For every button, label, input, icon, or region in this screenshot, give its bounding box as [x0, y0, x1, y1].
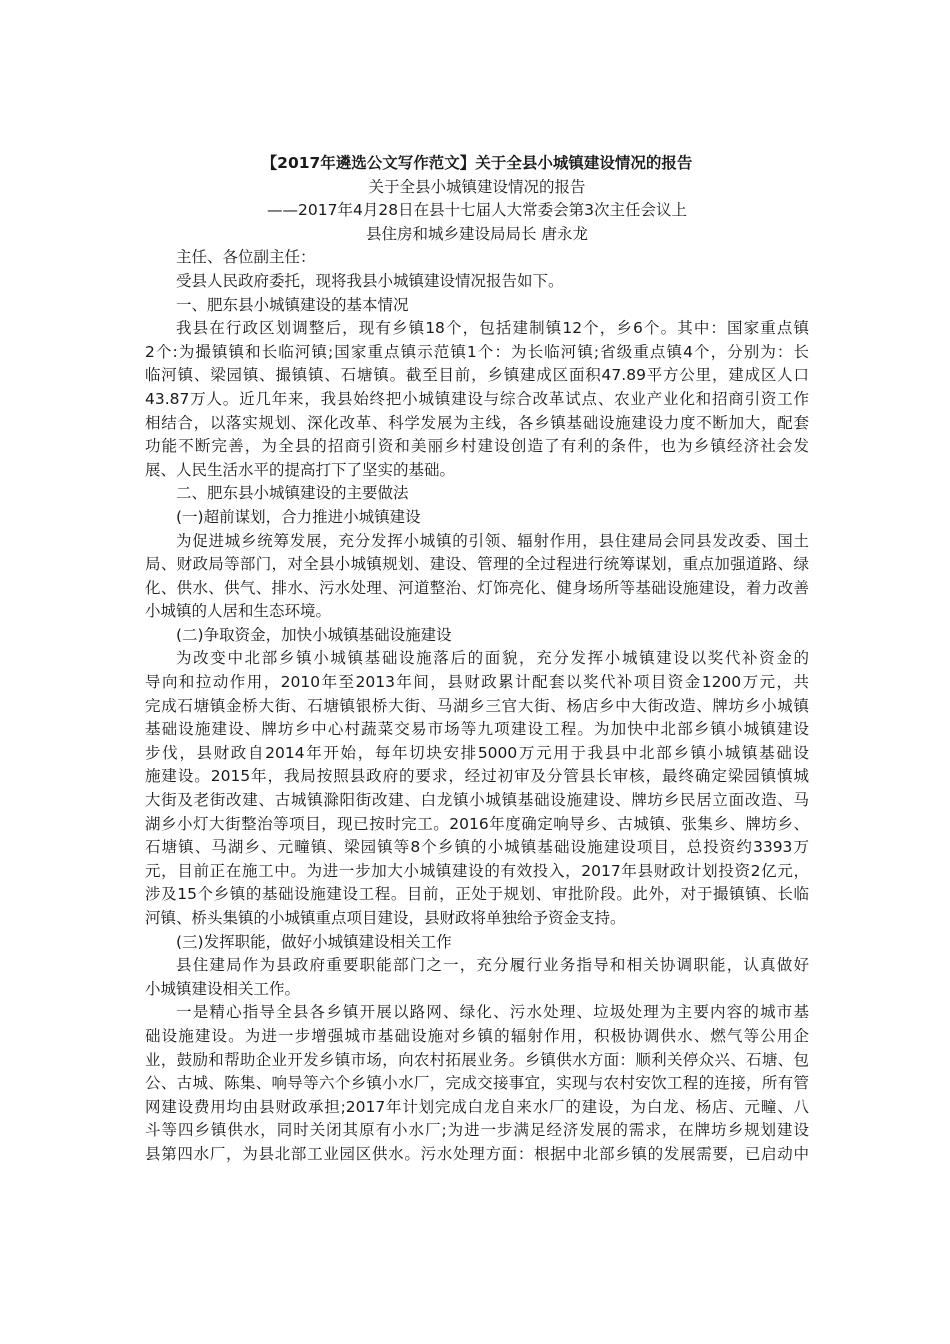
paragraph-line: 步伐，县财政自2014年开始，每年切块安排5000万元用于我县中北部乡镇小城镇基础设: [145, 743, 809, 762]
paragraph-line: 县第四水厂，为县北部工业园区供水。污水处理方面：根据中北部乡镇的发展需要，已启动中: [145, 1144, 809, 1163]
subsection-heading: (二)争取资金，加快小城镇基础设施建设: [176, 625, 452, 644]
report-subtitle: 关于全县小城镇建设情况的报告: [368, 177, 586, 196]
paragraph-line: 相结合，以落实规划、深化改革、科学发展为主线，各乡镇基础设施建设力度不断加大，配套: [145, 413, 809, 432]
paragraph-line: 湖乡小灯大街整治等项目，现已按时完工。2016年度确定响导乡、古城镇、张集乡、牌坊乡、: [145, 814, 809, 833]
paragraph-line: 我县在行政区划调整后，现有乡镇18个，包括建制镇12个，乡6个。其中：国家重点镇: [176, 319, 809, 338]
paragraph-line: 石塘镇、马湖乡、元疃镇、梁园镇等8个乡镇的小城镇基础设施建设项目，总投资约3393万: [145, 838, 809, 857]
paragraph-line: 2个:为撮镇镇和长临河镇;国家重点镇示范镇1个：为长临河镇;省级重点镇4个，分别为：长: [145, 342, 809, 361]
paragraph-line: 涉及15个乡镇的基础设施建设工程。目前，正处于规划、审批阶段。此外，对于撮镇镇、长临: [145, 885, 809, 904]
paragraph-line: 功能不断完善，为全县的招商引资和美丽乡村建设创造了有利的条件，也为乡镇经济社会发: [145, 437, 809, 456]
meeting-line: ——2017年4月28日在县十七届人大常委会第3次主任会议上: [267, 201, 687, 220]
subsection-heading: (一)超前谋划，合力推进小城镇建设: [176, 507, 421, 526]
paragraph-line: 小城镇的人居和生态环境。: [145, 602, 332, 621]
paragraph-line: 临河镇、梁园镇、撮镇镇、石塘镇。截至目前，乡镇建成区面积47.89平方公里，建成区人口: [145, 366, 809, 385]
paragraph-line: 化、供水、供气、排水、污水处理、河道整治、灯饰亮化、健身场所等基础设施建设，着力改善: [145, 578, 809, 597]
document-title: 【2017年遴选公文写作范文】关于全县小城镇建设情况的报告: [261, 154, 693, 172]
paragraph-line: 为促进城乡统筹发展，充分发挥小城镇的引领、辐射作用，县住建局会同县发改委、国土: [176, 531, 809, 550]
salutation: 主任、各位副主任：: [176, 248, 316, 267]
document-page: [145, 152, 809, 1167]
paragraph-line: 公、古城、陈集、响导等六个乡镇小水厂，完成交接事宜，实现与农村安饮工程的连接，所有管: [145, 1074, 809, 1093]
paragraph-line: 大街及老街改建、古城镇滁阳街改建、白龙镇小城镇基础设施建设、牌坊乡民居立面改造、马: [145, 791, 809, 810]
paragraph-line: 一是精心指导全县各乡镇开展以路网、绿化、污水处理、垃圾处理为主要内容的城市基: [176, 1003, 809, 1022]
paragraph-line: 础设施建设。为进一步增强城市基础设施对乡镇的辐射作用，积极协调供水、燃气等公用企: [145, 1026, 809, 1045]
paragraph-line: 元，目前正在施工中。为进一步加大小城镇建设的有效投入，2017年县财政计划投资2亿元，: [145, 861, 809, 880]
paragraph-line: 受县人民政府委托，现将我县小城镇建设情况报告如下。: [176, 271, 564, 290]
section-heading: 一、肥东县小城镇建设的基本情况: [176, 295, 409, 314]
paragraph-line: 为改变中北部乡镇小城镇基础设施落后的面貌，充分发挥小城镇建设以奖代补资金的: [176, 649, 809, 668]
paragraph-line: 业，鼓励和帮助企业开发乡镇市场，向农村拓展业务。乡镇供水方面：顺利关停众兴、石塘、包: [145, 1050, 809, 1069]
paragraph-line: 县住建局作为县政府重要职能部门之一，充分履行业务指导和相关协调职能，认真做好: [176, 956, 809, 975]
paragraph-line: 斗等四乡镇供水，同时关闭其原有小水厂;为进一步满足经济发展的需求，在牌坊乡规划建设: [145, 1121, 809, 1140]
paragraph-line: 完成石塘镇金桥大街、石塘镇银桥大街、马湖乡三官大街、杨店乡中大街改造、牌坊乡小城镇: [145, 696, 809, 715]
paragraph-line: 网建设费用均由县财政承担;2017年计划完成白龙自来水厂的建设，为白龙、杨店、元疃、八: [145, 1097, 809, 1116]
paragraph-line: 导向和拉动作用，2010年至2013年间，县财政累计配套以奖代补项目资金1200万元，共: [145, 673, 809, 692]
paragraph-line: 施建设。2015年，我局按照县政府的要求，经过初审及分管县长审核，最终确定梁园镇慎城: [145, 767, 809, 786]
paragraph-line: 43.87万人。近几年来，我县始终把小城镇建设与综合改革试点、农业产业化和招商引资工作: [145, 389, 809, 408]
subsection-heading: (三)发挥职能，做好小城镇建设相关工作: [176, 932, 452, 951]
paragraph-line: 基础设施建设、牌坊乡中心村蔬菜交易市场等九项建设工程。为加快中北部乡镇小城镇建设: [145, 720, 809, 739]
speaker-line: 县住房和城乡建设局局长 唐永龙: [366, 224, 588, 243]
paragraph-line: 小城镇建设相关工作。: [145, 979, 301, 998]
paragraph-line: 展、人民生活水平的提高打下了坚实的基础。: [145, 460, 456, 479]
paragraph-line: 河镇、桥头集镇的小城镇重点项目建设，县财政将单独给予资金支持。: [145, 909, 626, 927]
paragraph-line: 局、财政局等部门，对全县小城镇规划、建设、管理的全过程进行统筹谋划，重点加强道路、绿: [145, 555, 809, 574]
section-heading: 二、肥东县小城镇建设的主要做法: [176, 484, 409, 503]
